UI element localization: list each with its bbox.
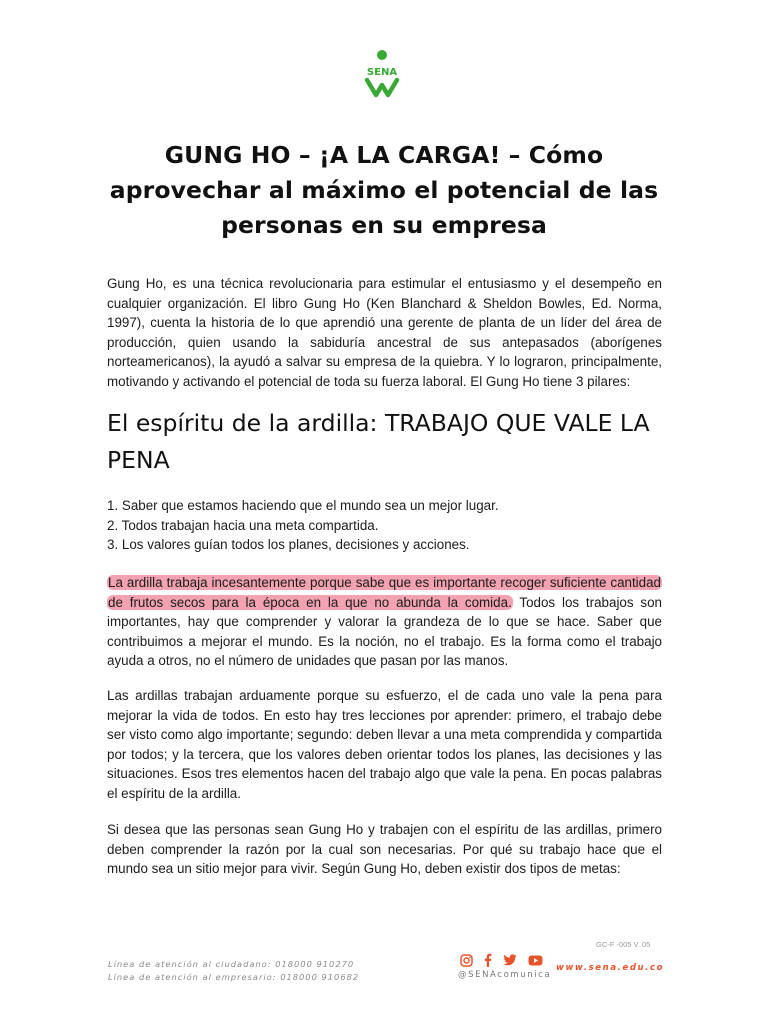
paragraph-squirrel <box>107 573 662 671</box>
list-item: 1. Saber que estamos haciendo que el mundo sea un mejor lugar. <box>107 498 499 513</box>
paragraph-text: Todos los trabajos son importantes, hay que comprender y valorar la grandeza de lo que se hace. Saber que contribuimos a mejorar el mundo. Es la noción, no el trabajo. Es la forma como el trabajo ayuda a otros, no el número de unidades que pasan por las manos. <box>107 594 663 668</box>
social-handle[interactable]: @SENAcomunica <box>458 970 552 980</box>
footer-contact <box>108 958 359 984</box>
intro-paragraph: Gung Ho, es una técnica revolucionaria para estimular el entusiasmo y el desempeño en cualquier organización. El libro Gung Ho (Ken Blanchard & Sheldon Bowles, Ed. Norma, 1997), cuenta la historia de lo que aprendió una gerente de planta de un líder del área de producción, quien usando la sabiduría ancestral de sus antepasados (aborígenes norteamericanos), la ayudó a salvar su empresa de la quiebra. Y lo lograron, principalmente, motivando y activando el potencial de toda su fuerza laboral. El Gung Ho tiene 3 pilares: <box>107 276 662 389</box>
paragraph-goals: Si desea que las personas sean Gung Ho y trabajen con el espíritu de las ardillas, primero deben comprender la razón por la cual son necesarias. Por qué su trabajo hace que el mundo sea un sitio mejor para vivir. Según Gung Ho, deben existir dos tipos de metas: <box>107 822 662 876</box>
list-item: 2. Todos trabajan hacia una meta compartida. <box>107 517 379 533</box>
citizen-line: Línea de atención al ciudadano: 018000 910270 <box>108 959 355 969</box>
highlighted-text: La ardilla trabaja incesantemente porque sabe que es importante recoger suficiente cantidad de frutos secos para la época en la que no abunda la comida. <box>108 575 661 610</box>
youtube-icon[interactable] <box>528 955 543 966</box>
instagram-icon[interactable] <box>460 954 473 967</box>
facebook-icon[interactable] <box>484 953 492 967</box>
section-heading: El espíritu de la ardilla: TRABAJO QUE VALE LA PENA <box>107 409 650 474</box>
paragraph-lessons: Las ardillas trabajan arduamente porque su esfuerzo, el de cada uno vale la pena para mejorar la vida de todos. En esto hay tres lecciones por aprender: primero, el trabajo debe ser visto como algo importante; segundo: deben llevar a una meta comprendida y compartida por todos; y la tercera, que los valores deben orientar todos los planes, las decisiones y las situaciones. Esos tres elementos hacen del trabajo algo que vale la pena. En pocas palabras el espíritu de la ardilla. <box>107 688 662 801</box>
page-title: GUNG HO – ¡A LA CARGA! – Cómo aprovechar al máximo el potencial de las personas en su empresa <box>109 141 659 239</box>
document-code: GC-F -005 V. 05 <box>596 940 651 949</box>
logo-text: SENA <box>366 67 398 78</box>
twitter-icon[interactable] <box>503 954 517 966</box>
social-icons <box>460 953 543 967</box>
website-link[interactable]: www.sena.edu.co <box>556 963 665 973</box>
sena-logo <box>358 48 406 100</box>
pillars-list <box>107 496 662 555</box>
business-line: Línea de atención al empresario: 018000 910682 <box>108 972 360 982</box>
list-item: 3. Los valores guían todos los planes, decisiones y acciones. <box>107 537 470 552</box>
